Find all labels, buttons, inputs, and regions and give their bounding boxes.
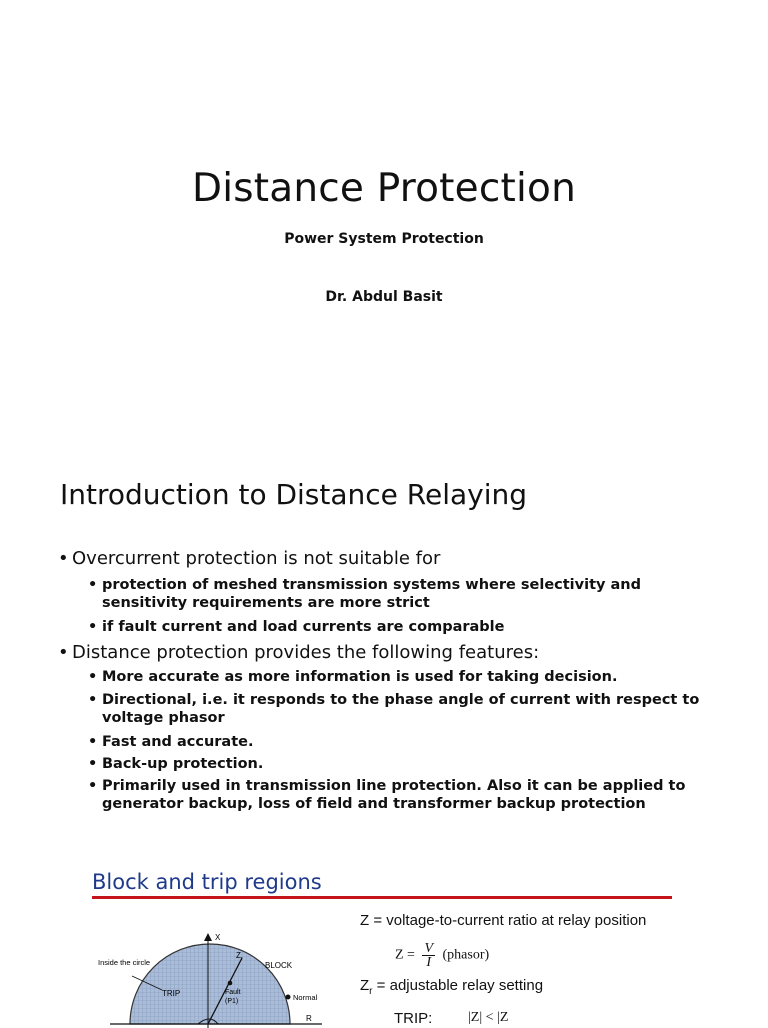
bullet-dot: •	[88, 692, 98, 708]
bullet-level2: • Directional, i.e. it responds to the phase angle of current with respect to voltage phasor	[88, 692, 700, 726]
bullet-dot: •	[88, 756, 98, 772]
block-trip-diagram	[90, 928, 330, 1028]
bullet-level1: • Distance protection provides the following features:	[58, 642, 540, 663]
phasor-formula: Z = $\frac{V}{I}$ (phasor)	[395, 941, 490, 970]
bullet-level1: • Overcurrent protection is not suitable for	[58, 548, 441, 569]
inside-label: Inside the circle	[98, 958, 151, 967]
bullet-dot: •	[58, 548, 69, 569]
block-trip-title: Block and trip regions	[92, 870, 322, 894]
z-definition: Z = voltage-to-current ratio at relay position	[360, 912, 647, 929]
title-slide	[0, 0, 768, 432]
bullet-level2: • protection of meshed transmission systems where selectivity and sensitivity requirements are more strict	[88, 577, 641, 611]
bullet-level2: • More accurate as more information is used for taking decision.	[88, 669, 618, 685]
fault-label: Fault	[225, 989, 241, 996]
bullet-dot: •	[88, 734, 98, 750]
bullet-level2: • Fast and accurate.	[88, 734, 254, 750]
bullet-dot: •	[88, 619, 98, 635]
bullet-level2: • if fault current and load currents are comparable	[88, 619, 505, 635]
bullet-dot: •	[88, 669, 98, 685]
title-underline	[92, 896, 672, 899]
normal-point	[286, 995, 291, 1000]
fault-point	[228, 981, 233, 986]
trip-label: TRIP	[162, 989, 181, 998]
bullet-level2: • Primarily used in transmission line protection. Also it can be applied to generator backup, loss of field and transformer backup protection	[88, 778, 686, 812]
bullet-level2: • Back-up protection.	[88, 756, 264, 772]
fault-sub-label: (P1)	[225, 998, 239, 1005]
author-name: Dr. Abdul Basit	[325, 289, 443, 305]
zr-label: $Z_r$	[236, 951, 243, 962]
zr-definition: $Z_r$ = adjustable relay setting	[360, 977, 544, 997]
block-label: BLOCK	[265, 961, 293, 970]
trip-condition: |Z| < |Z	[468, 1010, 509, 1025]
trip-condition-label: TRIP:	[394, 1010, 433, 1027]
r-axis-label: R	[306, 1014, 312, 1023]
trip-circle	[130, 944, 290, 1024]
bullet-dot: •	[88, 778, 98, 794]
x-axis-arrow-icon	[204, 933, 212, 941]
slide-title: Distance Protection	[191, 166, 577, 211]
bullet-dot: •	[88, 577, 98, 593]
normal-label: Normal	[293, 993, 318, 1002]
slide-subtitle: Power System Protection	[284, 231, 484, 247]
bullet-dot: •	[58, 642, 69, 663]
intro-title: Introduction to Distance Relaying	[60, 478, 528, 511]
x-axis-label: X	[215, 933, 221, 942]
